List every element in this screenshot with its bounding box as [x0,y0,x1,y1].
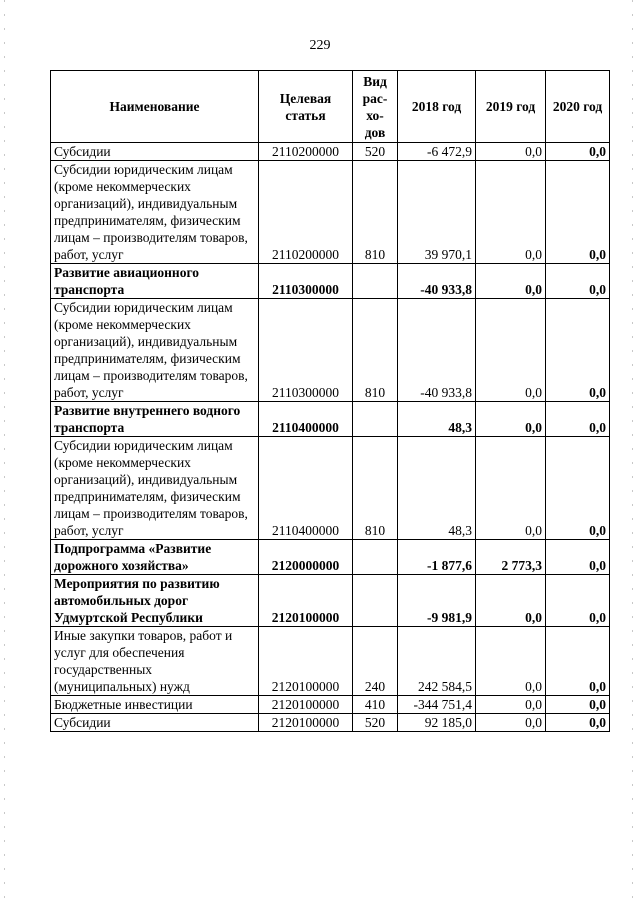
table-row [51,161,610,264]
table-row [51,696,610,714]
row-2020: 0,0 [546,540,610,575]
row-code: 2110400000 [259,402,353,437]
row-code: 2120100000 [259,575,353,627]
row-code: 2120100000 [259,714,353,732]
row-type: 520 [353,714,398,732]
header-code: Целевая статья [259,71,353,143]
header-name: Наименование [51,71,259,143]
row-code: 2120100000 [259,696,353,714]
row-2018: 39 970,1 [398,161,476,264]
row-name: Субсидии [51,714,259,732]
row-type: 410 [353,696,398,714]
row-2020: 0,0 [546,696,610,714]
row-2018: 92 185,0 [398,714,476,732]
row-name: Субсидии юридическим лицам (кроме некоммерческих организаций), индивидуальным предпринимателям, физическим лицам – производителям товаров, работ, услуг [51,437,259,540]
row-2019: 0,0 [476,299,546,402]
row-type: 520 [353,143,398,161]
row-type [353,540,398,575]
row-type: 810 [353,161,398,264]
table-row [51,540,610,575]
table-row [51,402,610,437]
header-2019: 2019 год [476,71,546,143]
page-number: 229 [309,38,331,53]
header-type-line: хо- [366,107,384,123]
row-code: 2120000000 [259,540,353,575]
row-2018: 48,3 [398,437,476,540]
table-row [51,264,610,299]
header-type-line: дов [364,124,386,140]
table-header-row [51,71,610,143]
budget-table [50,70,610,732]
row-2019: 2 773,3 [476,540,546,575]
table-row [51,575,610,627]
row-2019: 0,0 [476,696,546,714]
row-2018: -40 933,8 [398,299,476,402]
row-code: 2110300000 [259,264,353,299]
row-type [353,402,398,437]
header-type [353,71,398,143]
row-2020: 0,0 [546,437,610,540]
row-code: 2110300000 [259,299,353,402]
header-type-line: Вид [363,73,387,89]
row-type [353,575,398,627]
row-type [353,264,398,299]
row-name: Субсидии юридическим лицам (кроме некоммерческих организаций), индивидуальным предпринимателям, физическим лицам – производителям товаров, работ, услуг [51,299,259,402]
row-2019: 0,0 [476,161,546,264]
row-2018: 242 584,5 [398,627,476,696]
row-2018: -344 751,4 [398,696,476,714]
row-type: 810 [353,299,398,402]
row-code: 2110400000 [259,437,353,540]
table-row [51,299,610,402]
table-row [51,627,610,696]
header-type-line: рас- [362,90,388,106]
row-2019: 0,0 [476,575,546,627]
row-type: 240 [353,627,398,696]
row-name: Подпрограмма «Развитие дорожного хозяйства» [51,540,259,575]
row-code: 2110200000 [259,161,353,264]
row-2020: 0,0 [546,264,610,299]
header-2018: 2018 год [398,71,476,143]
row-name: Мероприятия по развитию автомобильных дорог Удмуртской Республики [51,575,259,627]
table-row [51,143,610,161]
row-name: Развитие внутреннего водного транспорта [51,402,259,437]
row-code: 2110200000 [259,143,353,161]
row-2020: 0,0 [546,161,610,264]
table-row [51,714,610,732]
row-name: Развитие авиационного транспорта [51,264,259,299]
row-2019: 0,0 [476,143,546,161]
row-2019: 0,0 [476,714,546,732]
row-2020: 0,0 [546,299,610,402]
header-2020: 2020 год [546,71,610,143]
row-2020: 0,0 [546,402,610,437]
table-body [51,143,610,732]
row-2018: -9 981,9 [398,575,476,627]
row-name: Иные закупки товаров, работ и услуг для обеспечения государственных (муниципальных) нужд [51,627,259,696]
row-2018: -1 877,6 [398,540,476,575]
table-row [51,437,610,540]
row-2019: 0,0 [476,437,546,540]
right-edge-dots [632,0,633,905]
row-name: Бюджетные инвестиции [51,696,259,714]
row-2019: 0,0 [476,627,546,696]
row-2018: 48,3 [398,402,476,437]
row-2018: -40 933,8 [398,264,476,299]
row-name: Субсидии юридическим лицам (кроме некоммерческих организаций), индивидуальным предпринимателям, физическим лицам – производителям товаров, работ, услуг [51,161,259,264]
row-2020: 0,0 [546,627,610,696]
row-2019: 0,0 [476,402,546,437]
row-2019: 0,0 [476,264,546,299]
row-type: 810 [353,437,398,540]
row-code: 2120100000 [259,627,353,696]
row-2020: 0,0 [546,143,610,161]
left-edge-dots [4,0,5,905]
row-2020: 0,0 [546,575,610,627]
row-2018: -6 472,9 [398,143,476,161]
row-2020: 0,0 [546,714,610,732]
row-name: Субсидии [51,143,259,161]
